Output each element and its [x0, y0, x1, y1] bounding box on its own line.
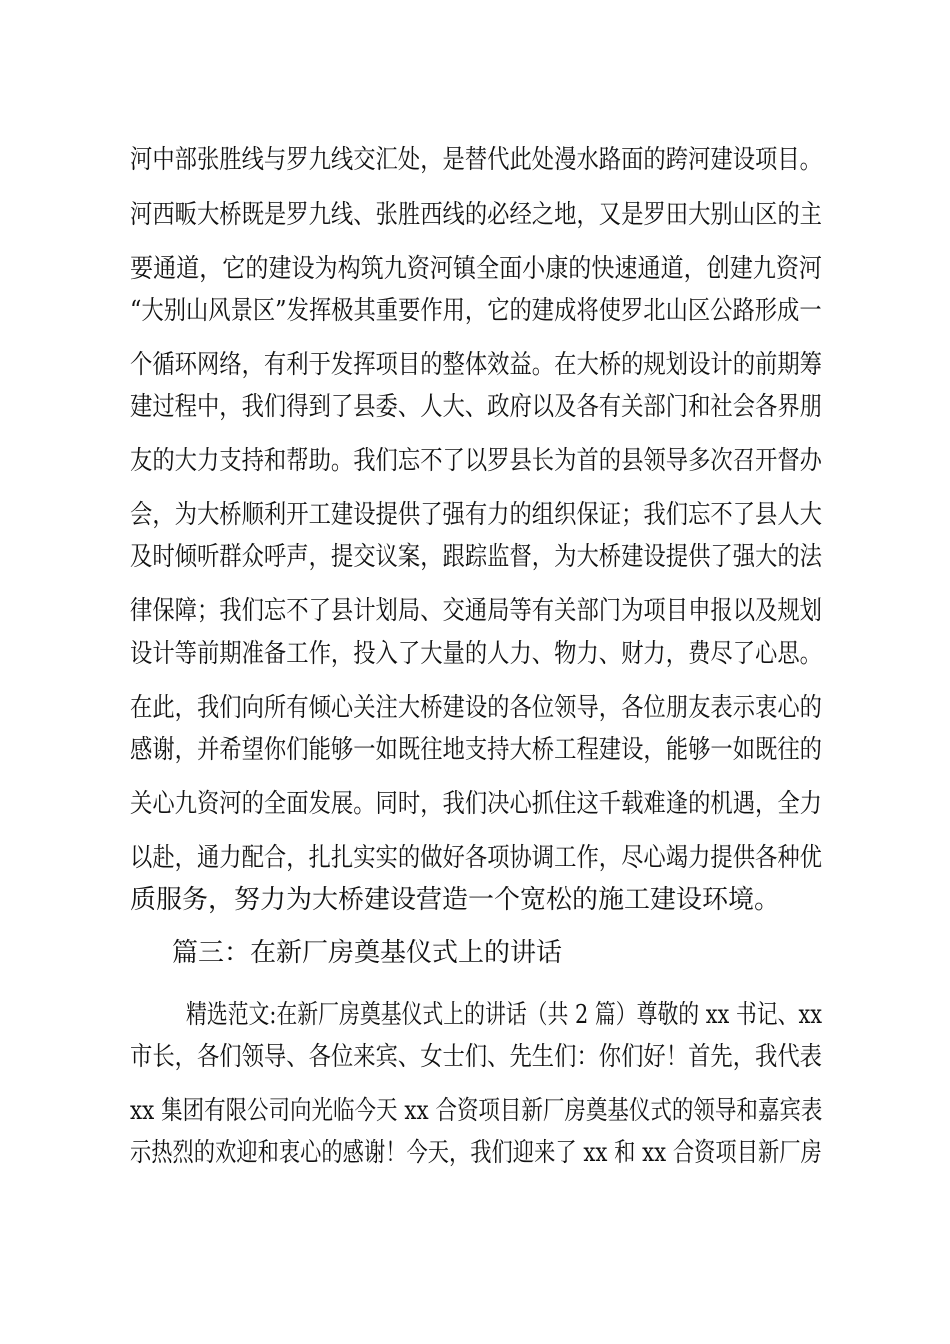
body-line: 要通道，它的建设为构筑九资河镇全面小康的快速通道，创建九资河	[130, 254, 823, 284]
section-heading: 篇三：在新厂房奠基仪式上的讲话	[172, 938, 563, 968]
body-line: “大别山风景区”发挥极其重要作用，它的建成将使罗北山区公路形成一	[130, 296, 822, 326]
body-line: 设计等前期准备工作，投入了大量的人力、物力、财力，费尽了心思。	[130, 639, 823, 669]
body-line: 在此，我们向所有倾心关注大桥建设的各位领导，各位朋友表示衷心的	[130, 693, 823, 723]
body-line: 示热烈的欢迎和衷心的感谢！今天，我们迎来了 xx 和 xx 合资项目新厂房	[130, 1138, 822, 1168]
body-line: 河西畈大桥既是罗九线、张胜西线的必经之地，又是罗田大别山区的主	[130, 200, 823, 230]
body-line: 精选范文:在新厂房奠基仪式上的讲话（共 2 篇）尊敬的 xx 书记、xx	[186, 1000, 823, 1030]
body-line: 友的大力支持和帮助。我们忘不了以罗县长为首的县领导多次召开督办	[130, 446, 823, 476]
body-line: 以赴，通力配合，扎扎实实的做好各项协调工作，尽心竭力提供各种优	[130, 843, 823, 873]
body-line: 会，为大桥顺利开工建设提供了强有力的组织保证；我们忘不了县人大	[130, 500, 823, 530]
body-line: 及时倾听群众呼声，提交议案，跟踪监督，为大桥建设提供了强大的法	[130, 542, 823, 572]
body-line: 质服务，努力为大桥建设营造一个宽松的施工建设环境。	[130, 885, 781, 915]
body-line: 个循环网络，有利于发挥项目的整体效益。在大桥的规划设计的前期筹	[130, 350, 823, 380]
body-line: 市长，各们领导、各位来宾、女士们、先生们：你们好！首先，我代表	[130, 1042, 823, 1072]
body-line: 感谢，并希望你们能够一如既往地支持大桥工程建设，能够一如既往的	[130, 735, 823, 765]
body-line: 建过程中，我们得到了县委、人大、政府以及各有关部门和社会各界朋	[130, 392, 823, 422]
body-line: 关心九资河的全面发展。同时，我们决心抓住这千载难逢的机遇，全力	[130, 789, 823, 819]
body-line: xx 集团有限公司向光临今天 xx 合资项目新厂房奠基仪式的领导和嘉宾表	[130, 1096, 823, 1126]
body-line: 河中部张胜线与罗九线交汇处，是替代此处漫水路面的跨河建设项目。	[130, 145, 823, 175]
body-line: 律保障；我们忘不了县计划局、交通局等有关部门为项目申报以及规划	[130, 596, 823, 626]
